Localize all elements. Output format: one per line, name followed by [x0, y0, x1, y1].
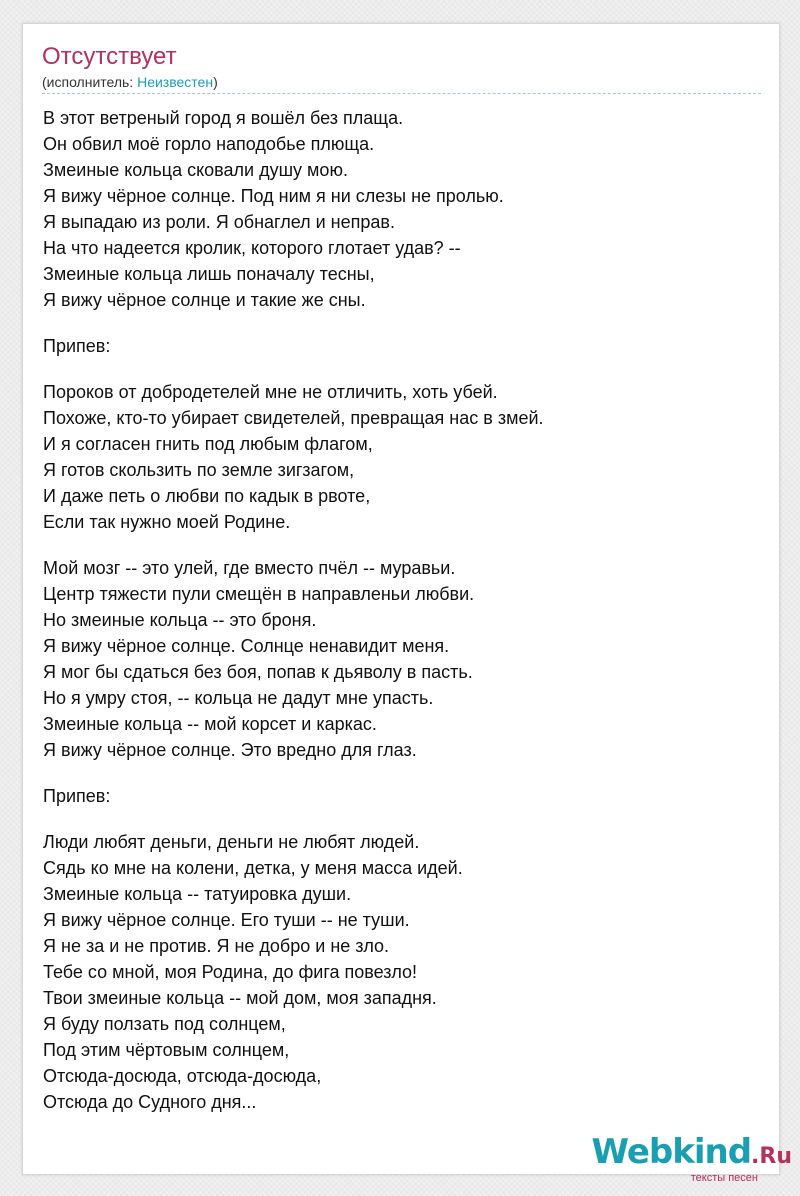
lyrics-line: Я вижу чёрное солнце. Солнце ненавидит меня. — [43, 636, 450, 656]
lyrics-line: Если так нужно моей Родине. — [43, 512, 291, 532]
logo-suffix: .Ru — [751, 1144, 792, 1169]
logo-subtitle: тексты песен — [690, 1172, 758, 1184]
song-title: Отсутствует — [42, 43, 177, 70]
lyrics-blank-line — [43, 763, 763, 783]
lyrics-line: Отсюда до Судного дня... — [43, 1092, 257, 1112]
lyrics-line: Под этим чёртовым солнцем, — [43, 1040, 290, 1060]
artist-suffix: ) — [213, 74, 218, 90]
lyrics-page — [22, 23, 780, 1175]
lyrics-text — [43, 105, 763, 1115]
lyrics-line: Сядь ко мне на колени, детка, у меня масса идей. — [43, 858, 463, 878]
header-divider — [42, 93, 761, 94]
lyrics-line: Центр тяжести пули смещён в направленьи любви. — [43, 584, 475, 604]
lyrics-line: В этот ветреный город я вошёл без плаща. — [43, 108, 404, 128]
lyrics-blank-line — [43, 535, 763, 555]
lyrics-line: И я согласен гнить под любым флагом, — [43, 434, 373, 454]
lyrics-line: Я не за и не против. Я не добро и не зло. — [43, 936, 390, 956]
artist-prefix: (исполнитель: — [42, 74, 138, 90]
lyrics-line: Пороков от добродетелей мне не отличить, хоть убей. — [43, 382, 498, 402]
lyrics-line: Змеиные кольца лишь поначалу тесны, — [43, 264, 375, 284]
lyrics-line: Я вижу чёрное солнце. Под ним я ни слезы не пролью. — [43, 186, 504, 206]
logo-wordmark — [592, 1134, 792, 1175]
artist-line — [42, 73, 218, 91]
lyrics-line: Змеиные кольца сковали душу мою. — [43, 160, 348, 180]
lyrics-line: Тебе со мной, моя Родина, до фига повезло! — [43, 962, 418, 982]
lyrics-line: Но я умру стоя, -- кольца не дадут мне упасть. — [43, 688, 434, 708]
lyrics-line: Припев: — [43, 336, 111, 356]
logo-main-text: Webkind — [591, 1132, 752, 1172]
site-logo[interactable] — [592, 1134, 792, 1184]
lyrics-line: И даже петь о любви по кадык в рвоте, — [43, 486, 371, 506]
lyrics-line: Я вижу чёрное солнце и такие же сны. — [43, 290, 366, 310]
lyrics-line: Отсюда-досюда, отсюда-досюда, — [43, 1066, 322, 1086]
lyrics-line: Я вижу чёрное солнце. Его туши -- не туши. — [43, 910, 410, 930]
lyrics-blank-line — [43, 359, 763, 379]
lyrics-line: Твои змеиные кольца -- мой дом, моя западня. — [43, 988, 437, 1008]
artist-link[interactable]: Неизвестен — [137, 74, 214, 90]
lyrics-line: Я мог бы сдаться без боя, попав к дьяволу в пасть. — [43, 662, 473, 682]
lyrics-blank-line — [43, 809, 763, 829]
lyrics-line: Люди любят деньги, деньги не любят людей. — [43, 832, 420, 852]
lyrics-line: Змеиные кольца -- татуировка души. — [43, 884, 352, 904]
lyrics-blank-line — [43, 313, 763, 333]
lyrics-line: Но змеиные кольца -- это броня. — [43, 610, 317, 630]
lyrics-line: Змеиные кольца -- мой корсет и каркас. — [43, 714, 377, 734]
lyrics-line: Он обвил моё горло наподобье плюща. — [43, 134, 375, 154]
lyrics-line: Мой мозг -- это улей, где вместо пчёл -- муравьи. — [43, 558, 456, 578]
lyrics-line: Похоже, кто-то убирает свидетелей, превращая нас в змей. — [43, 408, 544, 428]
lyrics-line: Я буду ползать под солнцем, — [43, 1014, 286, 1034]
lyrics-line: Я готов скользить по земле зигзагом, — [43, 460, 355, 480]
lyrics-line: На что надеется кролик, которого глотает удав? -- — [43, 238, 461, 258]
lyrics-line: Я вижу чёрное солнце. Это вредно для глаз. — [43, 740, 417, 760]
lyrics-line: Я выпадаю из роли. Я обнаглел и неправ. — [43, 212, 395, 232]
lyrics-line: Припев: — [43, 786, 111, 806]
